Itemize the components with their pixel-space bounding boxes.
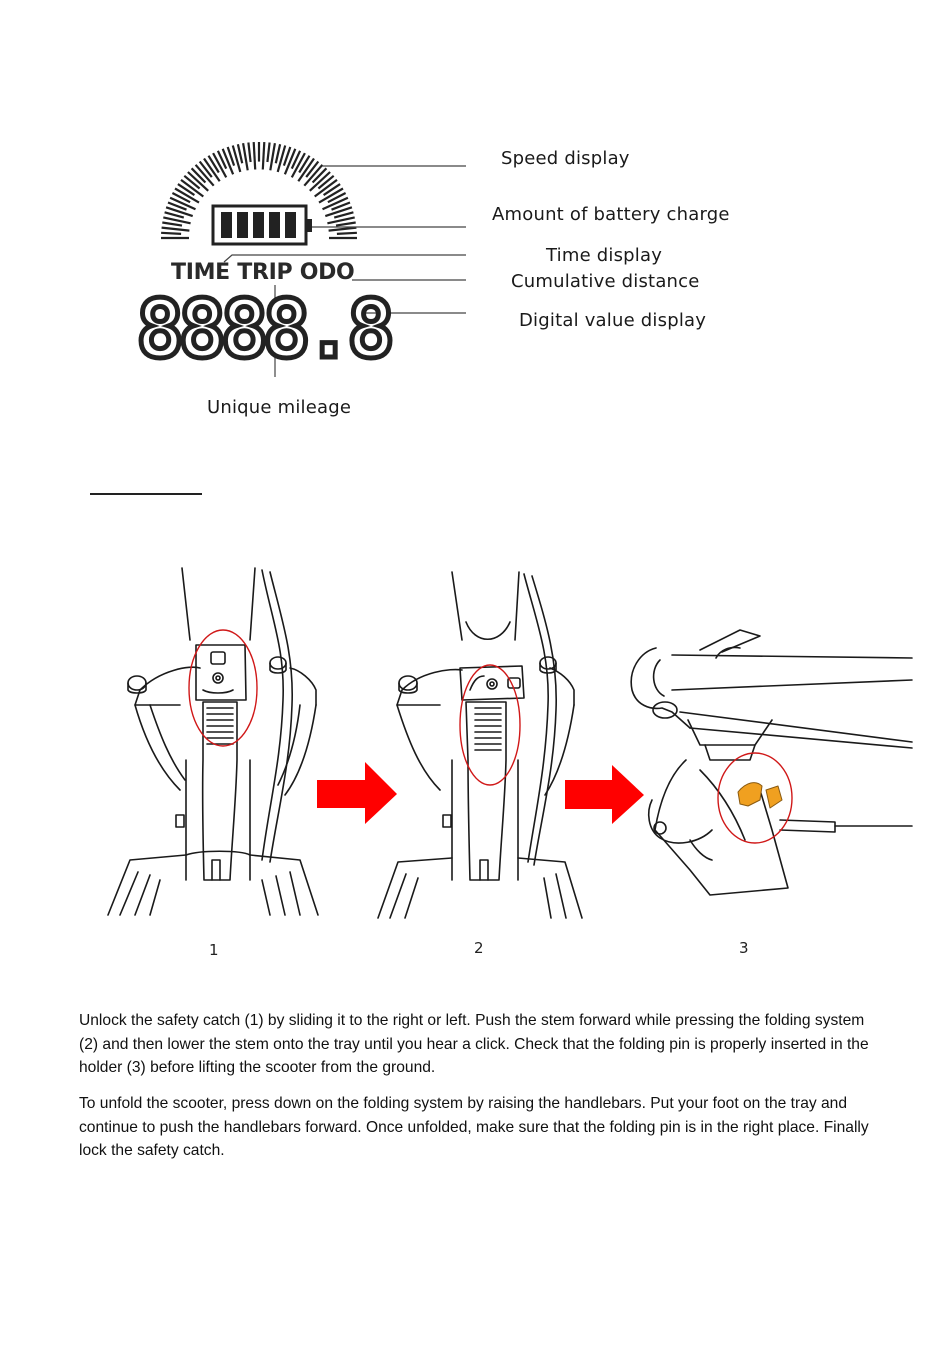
digital-value-label: Digital value display xyxy=(519,310,707,331)
speed-tick xyxy=(238,144,242,163)
display-modes-label: TIME TRIP ODO xyxy=(171,260,355,285)
speed-tick xyxy=(248,143,250,163)
speed-tick xyxy=(254,142,256,169)
speed-tick xyxy=(200,162,212,178)
speed-display-label: Speed display xyxy=(501,148,630,169)
folding-steps-illustration xyxy=(0,560,950,940)
digital-readout: 8888.8 xyxy=(136,283,389,376)
battery-bar xyxy=(269,212,280,238)
speed-tick xyxy=(161,233,181,234)
step-number-3: 3 xyxy=(739,939,749,957)
arrow-step-1-to-2 xyxy=(317,762,397,824)
folding-pin xyxy=(738,783,782,808)
speed-tick xyxy=(306,162,318,178)
folding-instructions-paragraph: Unlock the safety catch (1) by sliding it to the right or left. Push the stem forward while pressing the folding system (2) and then lower the stem onto the tray until you hear a click. Check that the folding pin is properly inserted in the holder (3) before lifting the scooter from the ground. xyxy=(79,1012,869,1076)
speed-tick xyxy=(162,223,182,226)
speed-tick xyxy=(337,233,357,234)
time-display-label: Time display xyxy=(546,245,663,266)
speed-tick xyxy=(276,144,280,163)
step-number-1: 1 xyxy=(209,941,219,959)
speed-tick xyxy=(178,184,195,195)
step-2-drawing xyxy=(378,572,582,918)
cumulative-distance-label: Cumulative distance xyxy=(511,271,700,292)
battery-bar xyxy=(253,212,264,238)
unique-mileage-label: Unique mileage xyxy=(207,397,352,418)
speed-tick xyxy=(209,156,219,173)
speed-tick xyxy=(299,156,309,173)
speed-tick xyxy=(285,149,295,175)
battery-bar xyxy=(285,212,296,238)
unfolding-instructions-paragraph: To unfold the scooter, press down on the folding system by raising the handlebars. Put your foot on the tray and continue to push the handlebars forward. Once unfolded, make sure that the folding pin is in the right place. Finally lock the safety catch. xyxy=(79,1095,869,1159)
speed-tick xyxy=(243,143,248,170)
speed-tick xyxy=(263,142,265,169)
speed-tick xyxy=(223,149,233,175)
speed-tick xyxy=(162,228,190,231)
arrow-step-2-to-3 xyxy=(565,765,644,824)
step-number-2: 2 xyxy=(474,939,484,957)
step-1-highlight xyxy=(189,630,257,746)
battery-bar xyxy=(237,212,248,238)
speed-tick xyxy=(336,223,356,226)
speed-tick xyxy=(270,143,275,170)
speed-tick xyxy=(329,228,357,231)
section-divider xyxy=(90,493,202,495)
step-3-drawing xyxy=(631,630,912,895)
speed-tick xyxy=(324,184,341,195)
battery-charge-label: Amount of battery charge xyxy=(492,204,730,225)
battery-icon xyxy=(213,206,312,244)
speed-tick xyxy=(267,143,269,163)
step-1-drawing xyxy=(108,568,318,915)
battery-bar xyxy=(221,212,232,238)
